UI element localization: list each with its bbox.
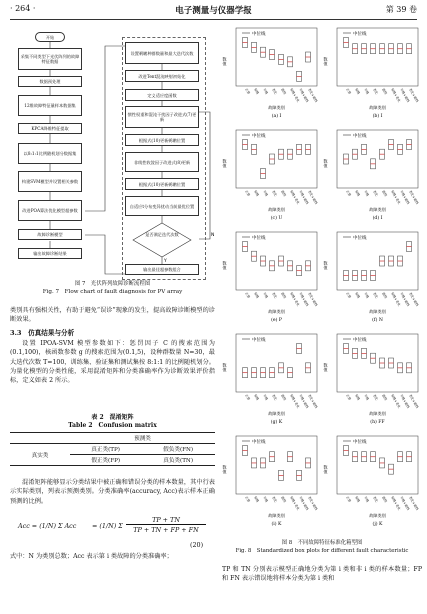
x-axis-label: 故障类别 [268, 411, 285, 416]
legend-label: 中位线 [252, 338, 266, 343]
x-tick-label: 遮挡 [381, 495, 388, 504]
x-tick-label: 正常 [345, 393, 352, 402]
flow-node-update2: 根据式(10)更新鹈鹕位置 [125, 178, 199, 190]
panel-sublabel: (g) K [270, 420, 283, 425]
x-tick-label: 短路 [253, 291, 260, 300]
x-tick-label: 老化+遮挡 [408, 291, 420, 307]
panel-sublabel: (d) I [372, 216, 383, 221]
x-tick-label: 正常 [345, 291, 352, 300]
paragraph-3: 混淆矩阵能够显示分类结果中被正确和错误分类的样本数量，其中行表示实际类别，列表示预测类别。分类准确率(accuracy, Acc)表示样本正确预测的比例。 [10, 479, 215, 505]
row-group-header: 真实类 [10, 444, 70, 466]
fig7-caption-cn: 图 7 光伏阵列故障诊断流程图 [74, 281, 151, 287]
x-tick-label: 短路+老化 [390, 189, 402, 205]
x-tick-label: 短路 [253, 87, 260, 96]
plot-frame [337, 28, 418, 86]
x-tick-label: 正常 [244, 291, 251, 300]
x-tick-label: 开路 [262, 495, 269, 504]
confusion-matrix-table [10, 432, 215, 466]
x-tick-label: 正常 [345, 189, 352, 198]
x-tick-label: 开路+遮挡 [399, 87, 411, 103]
x-tick-label: 老化+遮挡 [307, 495, 319, 511]
cell-fp: 假正类(FP) [91, 458, 121, 464]
fig8-panel-7 [323, 330, 421, 426]
x-tick-label: 老化 [372, 189, 379, 198]
x-tick-label: 短路+老化 [289, 393, 301, 409]
legend-label: 中位线 [353, 134, 367, 139]
x-tick-label: 开路+遮挡 [399, 393, 411, 409]
x-tick-label: 短路+老化 [390, 291, 402, 307]
volume-label: 第 39 卷 [385, 5, 417, 14]
legend-label: 中位线 [252, 32, 266, 37]
ipoa-dashed-frame [122, 37, 206, 280]
flow-node-split: 以8:1:1比例随机划分数据集 [18, 143, 82, 164]
box-plot-svg [323, 228, 421, 324]
x-tick-label: 遮挡 [280, 495, 287, 504]
fig8-panel-0 [222, 24, 320, 120]
legend-label: 中位线 [353, 440, 367, 445]
fig8-container [222, 24, 422, 527]
x-tick-label: 开路+遮挡 [298, 87, 310, 103]
eq-lhs: Acc = (1/N) Σ Acc [18, 522, 77, 530]
legend-label: 中位线 [252, 440, 266, 445]
x-axis-label: 故障类别 [369, 309, 386, 314]
flow-node-inertia: 惯性权重和混沌干扰因子改进式(7)更新 [125, 106, 199, 128]
flow-node-iteration: 是否满足迭代次数 [145, 232, 179, 237]
plot-frame [236, 232, 317, 290]
x-tick-label: 正常 [244, 87, 251, 96]
legend-label: 中位线 [353, 236, 367, 241]
equation-number: (20) [190, 541, 204, 549]
x-tick-label: 正常 [244, 189, 251, 198]
x-tick-label: 老化+遮挡 [307, 291, 319, 307]
fig8-panel-1 [323, 24, 421, 120]
plot-frame [236, 334, 317, 392]
x-tick-label: 老化+遮挡 [307, 393, 319, 409]
page-number: · 264 · [10, 4, 36, 13]
x-tick-label: 短路 [253, 189, 260, 198]
x-tick-label: 老化 [271, 87, 278, 96]
x-tick-label: 开路+遮挡 [298, 393, 310, 409]
x-tick-label: 开路+遮挡 [298, 495, 310, 511]
x-tick-label: 老化 [372, 291, 379, 300]
legend-label: 中位线 [252, 134, 266, 139]
panel-sublabel: (c) U [270, 216, 283, 221]
section-heading: 3.3 仿真结果与分析 [10, 329, 75, 337]
x-tick-label: 遮挡 [280, 87, 287, 96]
fig8-caption-en: Fig. 8 Standardized box plots for different fault characteristic [235, 548, 409, 554]
x-tick-label: 老化+遮挡 [307, 189, 319, 205]
plot-frame [337, 436, 418, 494]
cell-fn: 假负类(FN) [163, 447, 194, 453]
legend-label: 中位线 [353, 338, 367, 343]
fig8-caption-cn: 图 8 不同故障特征标准化箱型图 [281, 540, 363, 546]
x-tick-label: 短路 [253, 495, 260, 504]
cell-tp: 真正类(TP) [91, 447, 120, 453]
fig8-panel-2 [222, 126, 320, 222]
cell-tn: 真负类(TN) [163, 458, 194, 464]
x-tick-label: 老化+遮挡 [408, 87, 420, 103]
x-tick-label: 遮挡 [280, 393, 287, 402]
x-tick-label: 开路+遮挡 [298, 291, 310, 307]
x-tick-label: 短路+老化 [289, 189, 301, 205]
flow-node-svm: 构建SVM模型并设置相关参数 [18, 171, 82, 192]
flow-node-start: 开始 [35, 32, 65, 42]
flow-node-nonlinear: 非线性收敛因子改进式(8)更新 [125, 152, 199, 172]
y-axis-label: 数值 [323, 159, 329, 168]
box-plot-svg [222, 432, 320, 528]
flow-node-tent: 改进Tent混沌映射初始化 [125, 70, 199, 82]
flow-node-fitness: 定义适应度函数 [125, 89, 199, 101]
legend-label: 中位线 [353, 32, 367, 37]
y-axis-label: 数值 [323, 465, 329, 474]
x-tick-label: 短路+老化 [390, 495, 402, 511]
fig8-panel-5 [323, 228, 421, 324]
x-tick-label: 开路 [363, 87, 370, 96]
y-axis-label: 数值 [222, 261, 228, 270]
flow-node-tdist: 自适应t分布变异扰动当前最优位置 [125, 196, 199, 216]
box-plot-svg [323, 126, 421, 222]
table2-caption-en: Table 2 Confusion matrix [68, 422, 157, 429]
legend-label: 中位线 [252, 236, 266, 241]
x-axis-label: 故障类别 [268, 207, 285, 212]
x-tick-label: 短路+老化 [289, 87, 301, 103]
panel-sublabel: (j) K [372, 522, 383, 527]
x-axis-label: 故障类别 [369, 207, 386, 212]
flow-node-collect: 采集不同类型下光伏阵列的故障特征数据 [18, 48, 82, 70]
yes-label: Y [164, 259, 167, 264]
y-axis-label: 数值 [222, 363, 228, 372]
plot-frame [337, 334, 418, 392]
x-tick-label: 老化 [372, 495, 379, 504]
table-corner [10, 433, 70, 444]
x-tick-label: 正常 [244, 393, 251, 402]
box-plot-svg [222, 126, 320, 222]
y-axis-label: 数值 [323, 363, 329, 372]
x-axis-label: 故障类别 [369, 513, 386, 518]
equation-20 [18, 516, 218, 540]
y-axis-label: 数值 [222, 57, 228, 66]
x-tick-label: 开路 [262, 291, 269, 300]
flow-node-poa: 改进POA算法优化模型超参数 [18, 200, 82, 221]
panel-sublabel: (h) FF [370, 420, 385, 425]
x-tick-label: 开路+遮挡 [298, 189, 310, 205]
x-tick-label: 开路 [262, 87, 269, 96]
table2-caption-cn: 表 2 混淆矩阵 [91, 414, 134, 421]
x-tick-label: 正常 [244, 495, 251, 504]
eq-mid: = (1/N) Σ [92, 522, 123, 530]
panel-sublabel: (b) I [372, 114, 383, 119]
right-paragraph: TP 和 TN 分别表示模型正确地分类为第 i 类和非 i 类的样本数量；FP 和 FN 表示错误地将样本分类为第 i 类和 [222, 566, 422, 583]
x-tick-label: 老化 [271, 393, 278, 402]
x-tick-label: 遮挡 [381, 189, 388, 198]
x-axis-label: 故障类别 [369, 105, 386, 110]
x-tick-label: 短路+老化 [289, 291, 301, 307]
x-tick-label: 短路 [253, 393, 260, 402]
x-tick-label: 老化+遮挡 [408, 495, 420, 511]
box-plot-svg [323, 432, 421, 528]
plot-frame [236, 28, 317, 86]
x-tick-label: 遮挡 [381, 393, 388, 402]
flow-node-dataset: 12维故障特征量样本数据集 [18, 95, 82, 116]
x-axis-label: 故障类别 [268, 309, 285, 314]
box-plot-svg [222, 228, 320, 324]
panel-sublabel: (a) I [271, 114, 282, 119]
x-tick-label: 开路+遮挡 [399, 495, 411, 511]
y-axis-label: 数值 [323, 261, 329, 270]
x-tick-label: 遮挡 [381, 87, 388, 96]
x-tick-label: 短路 [354, 495, 361, 504]
fig8-panel-6 [222, 330, 320, 426]
x-tick-label: 老化 [271, 291, 278, 300]
x-tick-label: 老化+遮挡 [307, 87, 319, 103]
fig8-panel-4 [222, 228, 320, 324]
x-tick-label: 遮挡 [381, 291, 388, 300]
eq-den: TP + TN + FP + FN [133, 526, 199, 534]
flow-node-best: 输出最佳超参数组合 [125, 264, 199, 275]
flow-node-preprocess: 数据预处理 [18, 76, 82, 87]
plot-frame [337, 130, 418, 188]
fig8-panel-9 [323, 432, 421, 528]
x-tick-label: 短路 [354, 189, 361, 198]
x-tick-label: 短路 [354, 87, 361, 96]
x-axis-label: 故障类别 [268, 105, 285, 110]
col-group-header: 预测类 [70, 433, 215, 444]
flow-node-output: 输出故障诊断结果 [18, 248, 82, 259]
y-axis-label: 数值 [222, 159, 228, 168]
fig7-caption-en: Fig. 7 Flow chart of fault diagnosis for PV array [42, 289, 183, 295]
panel-sublabel: (f) N [372, 318, 383, 323]
x-tick-label: 短路+老化 [390, 393, 402, 409]
flow-node-model: 故障诊断模型 [18, 229, 82, 240]
x-tick-label: 开路 [262, 393, 269, 402]
y-axis-label: 数值 [222, 465, 228, 474]
x-tick-label: 开路 [363, 189, 370, 198]
x-tick-label: 遮挡 [280, 291, 287, 300]
fig8-panel-3 [323, 126, 421, 222]
x-tick-label: 短路+老化 [390, 87, 402, 103]
journal-title: 电子测量与仪器学报 [175, 6, 252, 16]
x-tick-label: 正常 [345, 87, 352, 96]
x-tick-label: 正常 [345, 495, 352, 504]
y-axis-label: 数值 [323, 57, 329, 66]
paragraph-1: 类别具有强相关性，有助于避免“误诊”现象的发生，提高故障诊断模型的诊断效果。 [10, 307, 215, 324]
paragraph-2: 设置 IPOA-SVM 模型参数如下：惩罚因子 C 的搜索范围为(0.1,100)，核函数参数 g 的搜索范围为(0.1,5)，设种群数量 N=30，最大迭代次数 T=100，训练集、验证集和测试集按 8:1:1 的比例随机划分。为量化模型的分类性能，采用混淆矩阵和分类准确率作为诊断效果评价指标，定义如表 2 所示。 [10, 340, 215, 385]
box-plot-svg [222, 24, 320, 120]
plot-frame [337, 232, 418, 290]
x-tick-label: 开路 [363, 291, 370, 300]
x-tick-label: 开路+遮挡 [399, 189, 411, 205]
box-plot-svg [323, 330, 421, 426]
panel-sublabel: (i) K [271, 522, 282, 527]
x-axis-label: 故障类别 [369, 411, 386, 416]
flow-node-update1: 根据式(10)更新鹈鹕位置 [125, 134, 199, 146]
x-tick-label: 短路 [354, 291, 361, 300]
no-label: N [211, 233, 215, 238]
x-tick-label: 开路 [363, 495, 370, 504]
panel-sublabel: (e) P [271, 318, 282, 323]
fig8-panel-8 [222, 432, 320, 528]
box-plot-svg [222, 330, 320, 426]
eq-num: TP + TN [126, 516, 206, 525]
running-header [10, 4, 417, 18]
plot-frame [236, 130, 317, 188]
x-axis-label: 故障类别 [268, 513, 285, 518]
x-tick-label: 老化 [271, 495, 278, 504]
x-tick-label: 老化 [372, 393, 379, 402]
header-rule [10, 19, 417, 20]
x-tick-label: 开路 [363, 393, 370, 402]
x-tick-label: 老化+遮挡 [408, 393, 420, 409]
x-tick-label: 开路 [262, 189, 269, 198]
x-tick-label: 短路+老化 [289, 495, 301, 511]
x-tick-label: 老化 [271, 189, 278, 198]
paragraph-4: 式中：N 为类别总数；Acc 表示第 i 类故障的分类准确率； [10, 553, 173, 560]
x-tick-label: 短路 [354, 393, 361, 402]
x-tick-label: 老化 [372, 87, 379, 96]
x-tick-label: 遮挡 [280, 189, 287, 198]
flow-node-set-pop: 设置鹈鹕种群数量和最大迭代次数 [125, 42, 199, 64]
flow-node-kpca: KPCA降维特征提取 [18, 123, 82, 134]
x-tick-label: 开路+遮挡 [399, 291, 411, 307]
x-tick-label: 老化+遮挡 [408, 189, 420, 205]
box-plot-svg [323, 24, 421, 120]
plot-frame [236, 436, 317, 494]
